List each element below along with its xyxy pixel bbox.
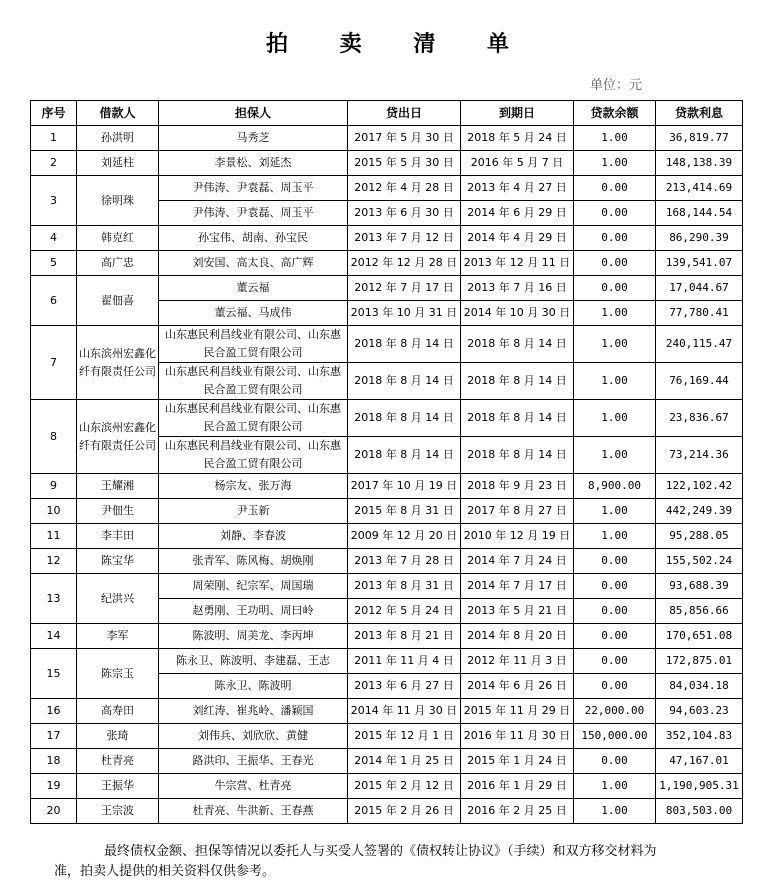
row-due-date: 2012 年 11 月 3 日 [461, 649, 574, 674]
row-due-date: 2016 年 2 月 25 日 [461, 799, 574, 824]
row-loan-date: 2012 年 7 月 17 日 [348, 276, 461, 301]
row-index: 3 [31, 176, 77, 226]
row-guarantor: 山东惠民利昌线业有限公司、山东惠民合盈工贸有限公司 [159, 437, 348, 474]
row-guarantor: 山东惠民利昌线业有限公司、山东惠民合盈工贸有限公司 [159, 400, 348, 437]
row-guarantor: 刘红涛、崔兆岭、潘颖国 [159, 699, 348, 724]
row-index: 1 [31, 126, 77, 151]
row-index: 2 [31, 151, 77, 176]
row-borrower: 山东滨州宏鑫化纤有限责任公司 [77, 326, 159, 400]
table-row [31, 524, 743, 549]
row-interest: 95,288.05 [656, 524, 743, 549]
row-borrower: 韩克红 [77, 226, 159, 251]
row-interest: 172,875.01 [656, 649, 743, 674]
row-due-date: 2014 年 7 月 24 日 [461, 549, 574, 574]
row-loan-date: 2013 年 6 月 27 日 [348, 674, 461, 699]
row-loan-date: 2013 年 8 月 31 日 [348, 574, 461, 599]
row-loan-date: 2015 年 12 月 1 日 [348, 724, 461, 749]
row-guarantor: 牛宗营、杜青亮 [159, 774, 348, 799]
row-index: 12 [31, 549, 77, 574]
row-guarantor: 陈永卫、陈波明 [159, 674, 348, 699]
row-due-date: 2018 年 8 月 14 日 [461, 326, 574, 363]
row-interest: 93,688.39 [656, 574, 743, 599]
unit-label: 单位：元 [590, 78, 643, 93]
row-interest: 170,651.08 [656, 624, 743, 649]
row-loan-date: 2013 年 8 月 21 日 [348, 624, 461, 649]
row-index: 15 [31, 649, 77, 699]
row-borrower: 尹佃生 [77, 499, 159, 524]
table-row [31, 276, 743, 301]
row-interest: 76,169.44 [656, 363, 743, 400]
row-borrower: 翟佃喜 [77, 276, 159, 326]
row-due-date: 2014 年 6 月 29 日 [461, 201, 574, 226]
row-loan-date: 2018 年 8 月 14 日 [348, 437, 461, 474]
row-interest: 139,541.07 [656, 251, 743, 276]
row-balance: 0.00 [574, 574, 656, 599]
row-index: 19 [31, 774, 77, 799]
row-interest: 23,836.67 [656, 400, 743, 437]
row-due-date: 2017 年 8 月 27 日 [461, 499, 574, 524]
row-interest: 122,102.42 [656, 474, 743, 499]
row-loan-date: 2013 年 6 月 30 日 [348, 201, 461, 226]
row-guarantor: 山东惠民利昌线业有限公司、山东惠民合盈工贸有限公司 [159, 326, 348, 363]
row-guarantor: 尹玉新 [159, 499, 348, 524]
row-loan-date: 2015 年 5 月 30 日 [348, 151, 461, 176]
row-borrower: 王宗波 [77, 799, 159, 824]
row-index: 4 [31, 226, 77, 251]
auction-list-table [30, 100, 743, 824]
row-index: 5 [31, 251, 77, 276]
row-loan-date: 2018 年 8 月 14 日 [348, 326, 461, 363]
row-balance: 0.00 [574, 276, 656, 301]
row-loan-date: 2017 年 10 月 19 日 [348, 474, 461, 499]
row-balance: 1.00 [574, 363, 656, 400]
row-guarantor: 山东惠民利昌线业有限公司、山东惠民合盈工贸有限公司 [159, 363, 348, 400]
row-borrower: 高广忠 [77, 251, 159, 276]
row-guarantor: 董云福、马成伟 [159, 301, 348, 326]
row-due-date: 2013 年 7 月 16 日 [461, 276, 574, 301]
row-loan-date: 2013 年 10 月 31 日 [348, 301, 461, 326]
row-balance: 150,000.00 [574, 724, 656, 749]
row-index: 10 [31, 499, 77, 524]
table-row [31, 549, 743, 574]
row-interest: 84,034.18 [656, 674, 743, 699]
row-guarantor: 刘静、李春波 [159, 524, 348, 549]
row-interest: 442,249.39 [656, 499, 743, 524]
row-due-date: 2014 年 7 月 17 日 [461, 574, 574, 599]
row-borrower: 徐明珠 [77, 176, 159, 226]
table-header-row [31, 101, 743, 126]
row-loan-date: 2017 年 5 月 30 日 [348, 126, 461, 151]
row-balance: 0.00 [574, 749, 656, 774]
table-row [31, 151, 743, 176]
row-due-date: 2018 年 8 月 14 日 [461, 437, 574, 474]
row-loan-date: 2015 年 2 月 26 日 [348, 799, 461, 824]
row-index: 18 [31, 749, 77, 774]
row-borrower: 李丰田 [77, 524, 159, 549]
row-guarantor: 杜青亮、牛洪新、王春燕 [159, 799, 348, 824]
row-interest: 85,856.66 [656, 599, 743, 624]
row-index: 11 [31, 524, 77, 549]
row-interest: 77,780.41 [656, 301, 743, 326]
row-index: 17 [31, 724, 77, 749]
row-due-date: 2018 年 9 月 23 日 [461, 474, 574, 499]
row-interest: 352,104.83 [656, 724, 743, 749]
row-index: 14 [31, 624, 77, 649]
row-guarantor: 陈永卫、陈波明、李建磊、王志 [159, 649, 348, 674]
row-loan-date: 2013 年 7 月 12 日 [348, 226, 461, 251]
row-interest: 213,414.69 [656, 176, 743, 201]
table-row [31, 624, 743, 649]
row-index: 6 [31, 276, 77, 326]
table-row [31, 474, 743, 499]
table-row [31, 799, 743, 824]
row-balance: 1.00 [574, 301, 656, 326]
row-loan-date: 2009 年 12 月 20 日 [348, 524, 461, 549]
row-balance: 1.00 [574, 400, 656, 437]
header-index: 序号 [31, 101, 77, 126]
row-balance: 1.00 [574, 499, 656, 524]
row-balance: 0.00 [574, 176, 656, 201]
row-guarantor: 尹伟涛、尹袁磊、周玉平 [159, 176, 348, 201]
row-balance: 0.00 [574, 624, 656, 649]
table-row [31, 724, 743, 749]
row-balance: 1.00 [574, 799, 656, 824]
header-guarantor: 担保人 [159, 101, 348, 126]
row-borrower: 纪洪兴 [77, 574, 159, 624]
row-interest: 17,044.67 [656, 276, 743, 301]
row-borrower: 孙洪明 [77, 126, 159, 151]
table-row [31, 649, 743, 674]
row-borrower: 张琦 [77, 724, 159, 749]
row-guarantor: 陈波明、周美龙、李丙坤 [159, 624, 348, 649]
table-body [31, 126, 743, 824]
row-balance: 0.00 [574, 599, 656, 624]
row-due-date: 2014 年 4 月 29 日 [461, 226, 574, 251]
row-loan-date: 2018 年 8 月 14 日 [348, 400, 461, 437]
table-row [31, 226, 743, 251]
row-borrower: 李军 [77, 624, 159, 649]
row-interest: 803,503.00 [656, 799, 743, 824]
row-loan-date: 2013 年 7 月 28 日 [348, 549, 461, 574]
row-due-date: 2016 年 5 月 7 日 [461, 151, 574, 176]
header-balance: 贷款余额 [574, 101, 656, 126]
row-due-date: 2010 年 12 月 19 日 [461, 524, 574, 549]
row-guarantor: 赵勇刚、王功明、周曰岭 [159, 599, 348, 624]
row-due-date: 2013 年 4 月 27 日 [461, 176, 574, 201]
row-interest: 73,214.36 [656, 437, 743, 474]
table-row [31, 499, 743, 524]
header-borrower: 借款人 [77, 101, 159, 126]
row-balance: 1.00 [574, 437, 656, 474]
table-row [31, 176, 743, 201]
row-loan-date: 2014 年 1 月 25 日 [348, 749, 461, 774]
page-title: 拍 卖 清 单 [266, 31, 531, 57]
row-loan-date: 2015 年 8 月 31 日 [348, 499, 461, 524]
row-balance: 22,000.00 [574, 699, 656, 724]
row-guarantor: 孙宝伟、胡南、孙宝民 [159, 226, 348, 251]
row-balance: 1.00 [574, 151, 656, 176]
row-index: 7 [31, 326, 77, 400]
row-interest: 168,144.54 [656, 201, 743, 226]
row-loan-date: 2012 年 12 月 28 日 [348, 251, 461, 276]
table-row [31, 574, 743, 599]
row-index: 20 [31, 799, 77, 824]
row-due-date: 2014 年 10 月 30 日 [461, 301, 574, 326]
header-due-date: 到期日 [461, 101, 574, 126]
row-borrower: 杜青亮 [77, 749, 159, 774]
row-balance: 0.00 [574, 201, 656, 226]
row-due-date: 2014 年 8 月 20 日 [461, 624, 574, 649]
row-guarantor: 刘安国、高太良、高广辉 [159, 251, 348, 276]
row-guarantor: 马秀芝 [159, 126, 348, 151]
row-balance: 1.00 [574, 126, 656, 151]
row-due-date: 2014 年 6 月 26 日 [461, 674, 574, 699]
row-due-date: 2016 年 1 月 29 日 [461, 774, 574, 799]
row-loan-date: 2012 年 4 月 28 日 [348, 176, 461, 201]
row-interest: 148,138.39 [656, 151, 743, 176]
row-interest: 155,502.24 [656, 549, 743, 574]
row-balance: 0.00 [574, 251, 656, 276]
table-row [31, 699, 743, 724]
header-loan-date: 贷出日 [348, 101, 461, 126]
row-interest: 36,819.77 [656, 126, 743, 151]
row-borrower: 陈宗玉 [77, 649, 159, 699]
row-guarantor: 尹伟涛、尹袁磊、周玉平 [159, 201, 348, 226]
row-balance: 0.00 [574, 549, 656, 574]
row-due-date: 2015 年 1 月 24 日 [461, 749, 574, 774]
row-loan-date: 2012 年 5 月 24 日 [348, 599, 461, 624]
table-row [31, 749, 743, 774]
row-balance: 0.00 [574, 649, 656, 674]
footnote: 最终债权金额、担保等情况以委托人与买受人签署的《债权转让协议》（手续）和双方移交材料为准，拍卖人提供的相关资料仅供参考。 [54, 844, 657, 879]
header-interest: 贷款利息 [656, 101, 743, 126]
row-borrower: 刘延柱 [77, 151, 159, 176]
row-due-date: 2016 年 11 月 30 日 [461, 724, 574, 749]
row-interest: 86,290.39 [656, 226, 743, 251]
row-due-date: 2018 年 8 月 14 日 [461, 400, 574, 437]
row-borrower: 王振华 [77, 774, 159, 799]
row-balance: 1.00 [574, 524, 656, 549]
row-guarantor: 周荣刚、纪宗军、周国瑞 [159, 574, 348, 599]
row-due-date: 2015 年 11 月 29 日 [461, 699, 574, 724]
row-loan-date: 2011 年 11 月 4 日 [348, 649, 461, 674]
row-loan-date: 2018 年 8 月 14 日 [348, 363, 461, 400]
table-row [31, 126, 743, 151]
row-guarantor: 刘伟兵、刘欣欣、黄健 [159, 724, 348, 749]
row-guarantor: 董云福 [159, 276, 348, 301]
row-index: 9 [31, 474, 77, 499]
row-guarantor: 张青军、陈风梅、胡焕刚 [159, 549, 348, 574]
table-row [31, 400, 743, 437]
row-index: 13 [31, 574, 77, 624]
row-interest: 240,115.47 [656, 326, 743, 363]
table-row [31, 774, 743, 799]
row-guarantor: 杨宗友、张万海 [159, 474, 348, 499]
row-guarantor: 李景松、刘延杰 [159, 151, 348, 176]
row-index: 16 [31, 699, 77, 724]
row-index: 8 [31, 400, 77, 474]
row-borrower: 王耀湘 [77, 474, 159, 499]
row-due-date: 2018 年 5 月 24 日 [461, 126, 574, 151]
row-balance: 0.00 [574, 226, 656, 251]
table-row [31, 251, 743, 276]
row-balance: 8,900.00 [574, 474, 656, 499]
row-interest: 1,190,905.31 [656, 774, 743, 799]
row-due-date: 2013 年 5 月 21 日 [461, 599, 574, 624]
row-balance: 1.00 [574, 774, 656, 799]
row-interest: 94,603.23 [656, 699, 743, 724]
row-guarantor: 路洪印、王振华、王春光 [159, 749, 348, 774]
row-borrower: 陈宝华 [77, 549, 159, 574]
row-borrower: 山东滨州宏鑫化纤有限责任公司 [77, 400, 159, 474]
table-row [31, 326, 743, 363]
row-borrower: 高寿田 [77, 699, 159, 724]
row-balance: 1.00 [574, 326, 656, 363]
row-due-date: 2018 年 8 月 14 日 [461, 363, 574, 400]
row-loan-date: 2014 年 11 月 30 日 [348, 699, 461, 724]
row-loan-date: 2015 年 2 月 12 日 [348, 774, 461, 799]
row-balance: 0.00 [574, 674, 656, 699]
row-due-date: 2013 年 12 月 11 日 [461, 251, 574, 276]
row-interest: 47,167.01 [656, 749, 743, 774]
